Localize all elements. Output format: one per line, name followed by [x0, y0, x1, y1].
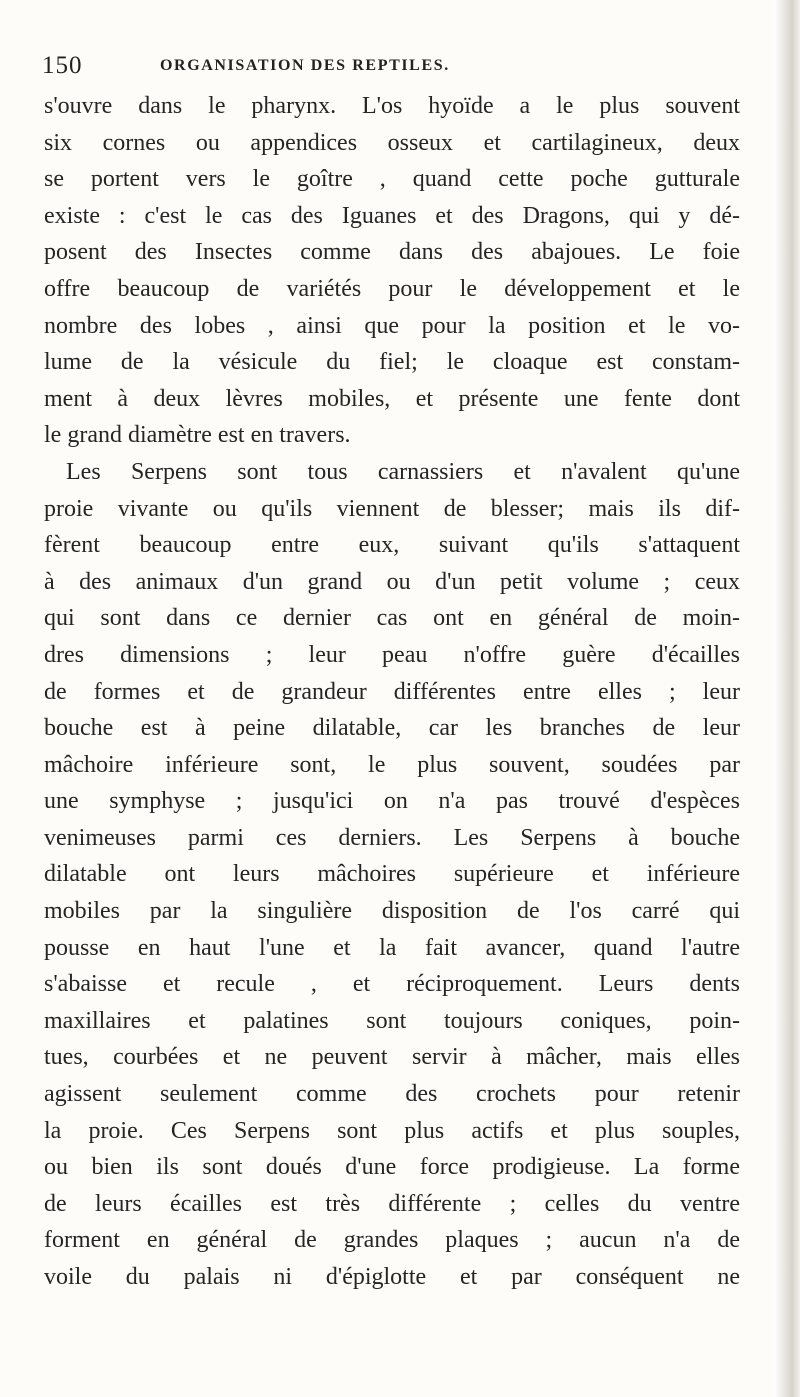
text-line: de formes et de grandeur différentes entre elles ; leur: [44, 678, 740, 705]
paragraph-start-line: Les Serpens sont tous carnassiers et n'avalent qu'une: [66, 458, 740, 485]
text-line: se portent vers le goître , quand cette poche gutturale: [44, 166, 740, 193]
text-line: fèrent beaucoup entre eux, suivant qu'ils s'attaquent: [44, 532, 740, 559]
text-line: agissent seulement comme des crochets pour retenir: [44, 1081, 740, 1108]
text-line: existe : c'est le cas des Iguanes et des Dragons, qui y dé-: [44, 202, 740, 229]
text-line: ou bien ils sont doués d'une force prodigieuse. La forme: [44, 1154, 740, 1181]
text-line: voile du palais ni d'épiglotte et par conséquent ne: [44, 1264, 740, 1290]
text-line: dres dimensions ; leur peau n'offre guère d'écailles: [44, 641, 740, 668]
text-line: la proie. Ces Serpens sont plus actifs et plus souples,: [44, 1117, 740, 1144]
page-number: 150: [42, 52, 83, 79]
text-line: de leurs écailles est très différente ; celles du ventre: [44, 1190, 740, 1217]
page-header: [42, 52, 722, 82]
text-line: mâchoire inférieure sont, le plus souvent, soudées par: [44, 751, 740, 778]
text-line: s'abaisse et recule , et réciproquement. Leurs dents: [44, 971, 740, 998]
text-line: s'ouvre dans le pharynx. L'os hyoïde a le plus souvent: [44, 93, 740, 119]
text-line: posent des Insectes comme dans des abajoues. Le foie: [44, 239, 740, 266]
text-line: pousse en haut l'une et la fait avancer, quand l'autre: [44, 934, 740, 961]
text-line: lume de la vésicule du fiel; le cloaque est constam-: [44, 349, 740, 376]
text-line: maxillaires et palatines sont toujours coniques, poin-: [44, 1007, 740, 1034]
running-head: ORGANISATION DES REPTILES.: [160, 57, 450, 74]
text-line: offre beaucoup de variétés pour le développement et le: [44, 275, 740, 302]
text-line: venimeuses parmi ces derniers. Les Serpens à bouche: [44, 824, 740, 851]
text-line: six cornes ou appendices osseux et cartilagineux, deux: [44, 129, 740, 156]
text-line: dilatable ont leurs mâchoires supérieure et inférieure: [44, 861, 740, 888]
text-line: mobiles par la singulière disposition de l'os carré qui: [44, 898, 740, 925]
text-line: bouche est à peine dilatable, car les branches de leur: [44, 715, 740, 742]
text-line: nombre des lobes , ainsi que pour la position et le vo-: [44, 312, 740, 339]
body-text: [44, 88, 740, 1296]
text-line: proie vivante ou qu'ils viennent de blesser; mais ils dif-: [44, 495, 740, 522]
text-line: ment à deux lèvres mobiles, et présente une fente dont: [44, 385, 740, 412]
text-line: qui sont dans ce dernier cas ont en général de moin-: [44, 605, 740, 632]
text-line: forment en général de grandes plaques ; aucun n'a de: [44, 1227, 740, 1254]
text-line: à des animaux d'un grand ou d'un petit volume ; ceux: [44, 568, 740, 595]
text-line: tues, courbées et ne peuvent servir à mâcher, mais elles: [44, 1044, 740, 1071]
paragraph-end-line: le grand diamètre est en travers.: [44, 422, 351, 449]
page-edge: [774, 0, 800, 1397]
text-line: une symphyse ; jusqu'ici on n'a pas trouvé d'espèces: [44, 788, 740, 815]
